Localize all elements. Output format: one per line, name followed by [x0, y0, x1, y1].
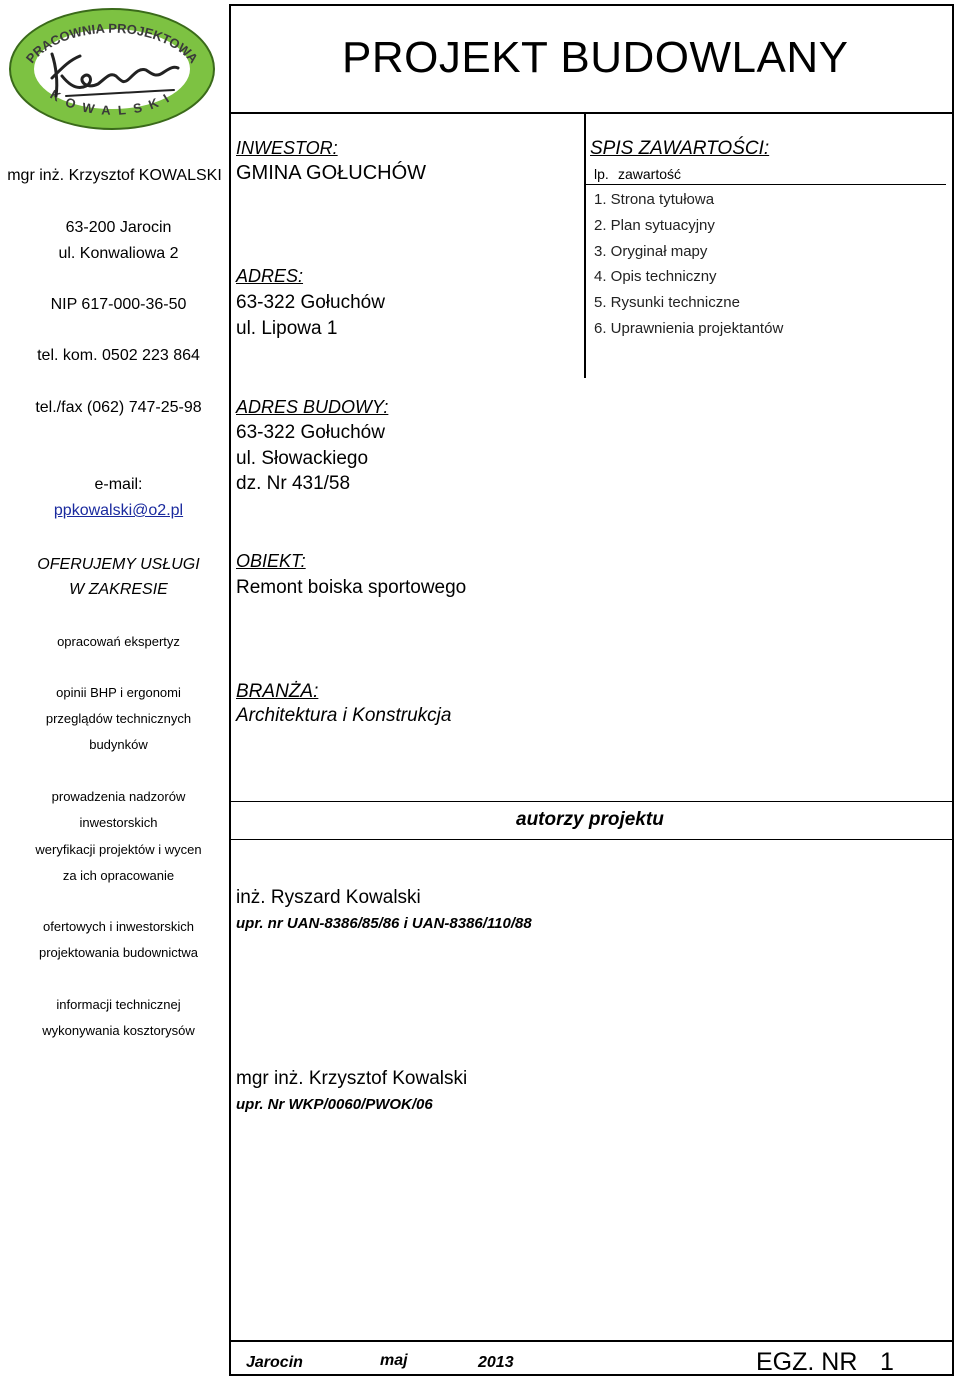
document-title: PROJEKT BUDOWLANY: [342, 33, 849, 82]
title-block-frame: [229, 4, 954, 1376]
footer-divider: [229, 1340, 954, 1342]
services-heading-2: W ZAKRESIE: [69, 581, 168, 598]
service-item: opinii BHP i ergonomi: [56, 685, 181, 700]
author-2-permit: upr. Nr WKP/0060/PWOK/06: [236, 1096, 433, 1113]
company-tel-fax: tel./fax (062) 747-25-98: [35, 399, 202, 416]
footer-year: 2013: [478, 1354, 514, 1371]
address-label: ADRES:: [236, 266, 304, 286]
building-address-line-3: dz. Nr 431/58: [236, 473, 351, 494]
service-item: wykonywania kosztorysów: [42, 1023, 195, 1038]
company-city: 63-200 Jarocin: [65, 219, 172, 236]
company-nip: NIP 617-000-36-50: [50, 296, 187, 313]
service-item: za ich opracowanie: [62, 868, 175, 883]
service-item: prowadzenia nadzorów: [51, 789, 186, 804]
copy-label: EGZ. NR: [756, 1348, 858, 1376]
building-address-line-2: ul. Słowackiego: [236, 448, 369, 469]
logo-top-text: PRACOWNIA PROJEKTOWA: [22, 20, 202, 66]
service-item: budynków: [89, 737, 148, 752]
service-item: opracowań ekspertyz: [57, 634, 180, 649]
object-label: OBIEKT:: [236, 551, 306, 571]
service-item: przeglądów technicznych: [45, 711, 192, 726]
toc-item: 6. Uprawnienia projektantów: [594, 320, 784, 337]
toc-heading: SPIS ZAWARTOŚCI:: [590, 138, 770, 159]
email-link[interactable]: ppkowalski@o2.pl: [53, 502, 184, 519]
toc-item: 3. Oryginał mapy: [594, 243, 708, 260]
address-line-2: ul. Lipowa 1: [236, 318, 338, 339]
title-divider: [229, 112, 954, 114]
authors-heading: autorzy projektu: [516, 809, 664, 830]
service-item: informacji technicznej: [56, 997, 181, 1012]
company-name: mgr inż. Krzysztof KOWALSKI: [7, 167, 222, 184]
author-2-name: mgr inż. Krzysztof Kowalski: [236, 1068, 468, 1089]
service-item: projektowania budownictwa: [39, 945, 198, 960]
services-heading-1: OFERUJEMY USŁUGI: [37, 556, 200, 573]
address-line-1: 63-322 Gołuchów: [236, 292, 385, 313]
object-value: Remont boiska sportowego: [236, 577, 467, 598]
company-street: ul. Konwaliowa 2: [58, 245, 179, 262]
building-address-line-1: 63-322 Gołuchów: [236, 422, 385, 443]
toc-col-lp: lp.: [594, 166, 609, 182]
logo-bottom-text: KOWALSKI: [47, 86, 179, 118]
toc-item: 5. Rysunki techniczne: [594, 294, 740, 311]
copy-number: 1: [880, 1348, 894, 1376]
toc-item: 4. Opis techniczny: [594, 268, 717, 285]
toc-item: 2. Plan sytuacyjny: [594, 217, 715, 234]
toc-header-line: [586, 184, 946, 185]
investor-label: INWESTOR:: [236, 138, 338, 158]
email-label: e-mail:: [94, 476, 143, 493]
author-1-permit: upr. nr UAN-8386/85/86 i UAN-8386/110/88: [236, 915, 532, 932]
service-item: inwestorskich: [79, 815, 158, 830]
company-logo: [6, 6, 218, 132]
logo-graphic: [6, 6, 218, 132]
authors-divider-bottom: [229, 839, 954, 840]
branch-value: Architektura i Konstrukcja: [236, 705, 452, 726]
service-item: ofertowych i inwestorskich: [43, 919, 194, 934]
footer-month: maj: [380, 1352, 408, 1369]
company-tel-kom: tel. kom. 0502 223 864: [37, 347, 200, 364]
investor-name: GMINA GOŁUCHÓW: [236, 162, 427, 184]
building-address-label: ADRES BUDOWY:: [236, 397, 389, 417]
authors-divider-top: [229, 801, 954, 802]
author-1-name: inż. Ryszard Kowalski: [236, 887, 421, 908]
footer-city: Jarocin: [246, 1354, 303, 1371]
toc-col-content: zawartość: [618, 166, 682, 182]
branch-label: BRANŻA:: [236, 681, 319, 702]
service-item: weryfikacji projektów i wycen: [35, 842, 202, 857]
toc-divider: [584, 114, 586, 378]
toc-item: 1. Strona tytułowa: [594, 191, 715, 208]
